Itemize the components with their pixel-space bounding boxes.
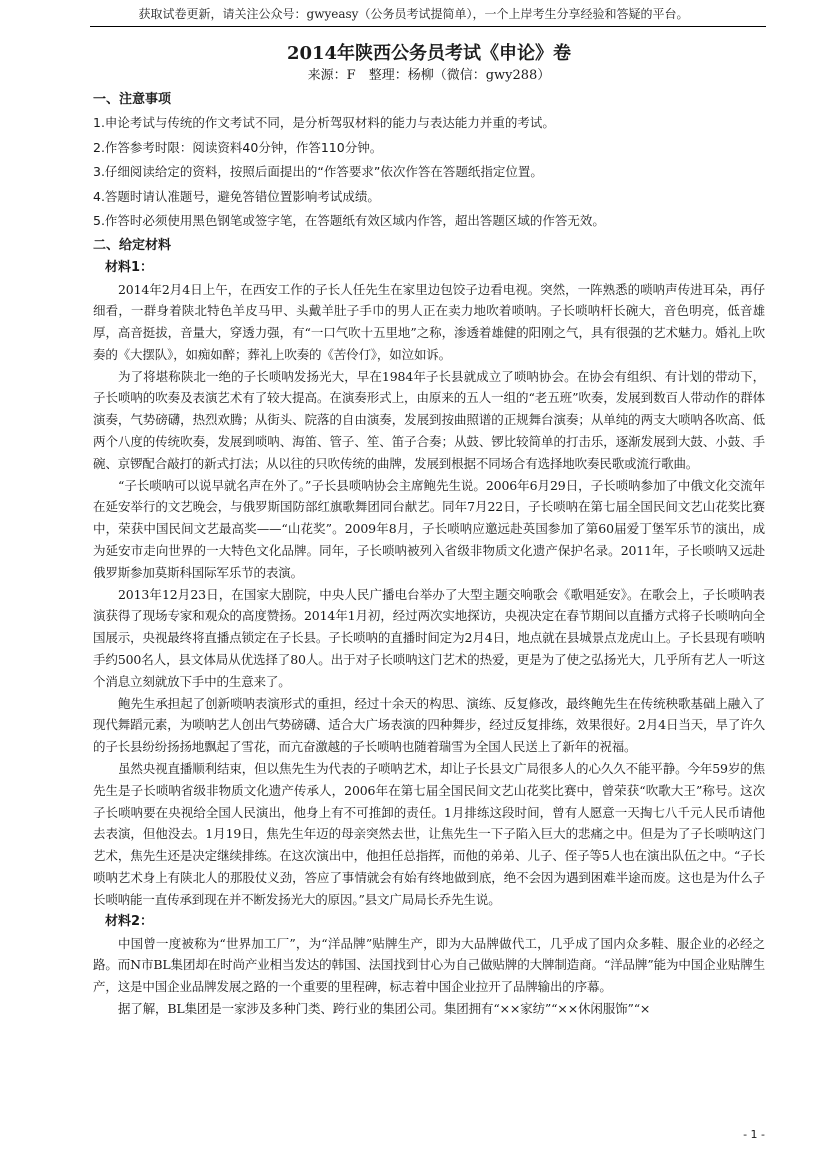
paragraph: 据了解，BL集团是一家涉及多种门类、跨行业的集团公司。集团拥有“××家纺”“××休闲服饰”“× xyxy=(118,1001,651,1016)
section-heading-materials: 二、给定材料 xyxy=(93,237,172,253)
note-item: 5.作答时必须使用黑色钢笔或签字笔，在答题纸有效区域内作答，超出答题区域的作答无效。 xyxy=(93,213,605,228)
note-item: 3.仔细阅读给定的资料，按照后面提出的“作答要求”依次作答在答题纸指定位置。 xyxy=(93,164,543,179)
page-title: 2014年陕西公务员考试《申论》卷 xyxy=(286,43,572,64)
paragraph: 中国曾一度被称为“世界加工厂”，为“洋品牌”贴牌生产，即为大品牌做代工，几乎成了国内众多鞋、服企业的必经之路。而N市BL集团却在时尚产业相当发达的韩国、法国找到甘心为自己做贴牌的大牌制造商。“洋品牌”能为中国企业贴牌生产，这是中国企业品牌发展之路的一个重要的里程碑，标志着中国企业拉开了品牌输出的序幕。 xyxy=(93,935,765,995)
material-2-label: 材料2： xyxy=(105,913,154,929)
note-item: 4.答题时请认准题号，避免答错位置影响考试成绩。 xyxy=(93,188,380,204)
paragraph: 为了将堪称陕北一绝的子长唢呐发扬光大，早在1984年子长县就成立了唢呐协会。在协会有组织、有计划的带动下，子长唢呐的吹奏及表演艺术有了较大提高。在演奏形式上，由原来的五人一组的“老五班”吹奏，发展到数百人带动作的群体演奏，气势磅礴，热烈欢腾；从街头、院落的自由演奏，发展到按曲照谱的正规舞台演奏；从单纯的两支大唢呐各吹高、低两个八度的传统吹奏，发展到唢呐、海笛、管子、笙、笛子合奏；从鼓、锣比较简单的打击乐，逐渐发展到大鼓、小鼓、手碗、京锣配合敲打的新式打法；从以往的只吹传统的曲牌，发展到根据不同场合有选择地吹奏民歌或流行歌曲。 xyxy=(93,368,765,471)
paragraph: 2014年2月4日上午，在西安工作的子长人任先生在家里边包饺子边看电视。突然，一阵熟悉的唢呐声传进耳朵，再仔细看，一群身着陕北特色羊皮马甲、头戴羊肚子手巾的男人正在卖力地吹着唢呐。子长唢呐杆长碗大，音色明亮，低音雄厚，高音挺拔，音量大，穿透力强，有“一口气吹十五里地”之称，渗透着雄健的阳刚之气，具有很强的艺术魅力。婚礼上吹奏的《大摆队》，如痴如醉；葬礼上吹奏的《苦伶仃》，如泣如诉。 xyxy=(93,281,765,362)
page-number: - 1 - xyxy=(743,1128,765,1141)
material-1-label: 材料1： xyxy=(105,259,154,275)
note-item: 2.作答参考时限：阅读资料40分钟，作答110分钟。 xyxy=(93,139,383,155)
document-body xyxy=(93,42,765,1020)
paragraph: 虽然央视直播顺利结束，但以焦先生为代表的子唢呐艺术，却让子长县文广局很多人的心久久不能平静。今年59岁的焦先生是子长唢呐省级非物质文化遗产传承人，2006年在第七届全国民间文艺山花奖比赛中，曾荣获“吹歌大王”称号。这次子长唢呐要在央视给全国人民演出，他身上有不可推卸的责任。1月排练这段时间，曾有人愿意一天掏七八千元人民币请他去表演，但他没去。1月19日，焦先生年迈的母亲突然去世，让焦先生一下子陷入巨大的悲痛之中。但是为了子长唢呐这门艺术，焦先生还是决定继续排练。在这次演出中，他担任总指挥，而他的弟弟、儿子、侄子等5人也在演出队伍之中。“子长唢呐艺术身上有陕北人的那股仗义劲，答应了事情就会有始有终地做到底，绝不会因为遇到困难半途而废。这也是为什么子长唢呐能一直传承到现在并不断发扬光大的原因。”县文广局局长乔先生说。 xyxy=(93,761,765,907)
note-item: 1.申论考试与传统的作文考试不同，是分析驾驭材料的能力与表达能力并重的考试。 xyxy=(93,115,555,130)
source-line: 来源：F 整理：杨柳（微信：gwy288） xyxy=(307,68,551,83)
section-heading-notes: 一、注意事项 xyxy=(93,92,172,107)
paragraph: 鲍先生承担起了创新唢呐表演形式的重担，经过十余天的构思、演练、反复修改，最终鲍先生在传统秧歌基础上融入了现代舞蹈元素，为唢呐艺人创出气势磅礴、适合大广场表演的四种舞步，经过反复排练，效果很好。2月4日当天，旱了许久的子长县纷纷扬扬地飘起了雪花，而亢奋激越的子长唢呐也随着瑞雪为全国人民送上了新年的祝福。 xyxy=(93,695,765,755)
header-divider xyxy=(90,26,766,27)
paragraph: “子长唢呐可以说早就名声在外了。”子长县唢呐协会主席鲍先生说。2006年6月29日，子长唢呐参加了中俄文化交流年在延安举行的文艺晚会，与俄罗斯国防部红旗歌舞团同台献艺。同年7月22日，子长唢呐在第七届全国民间文艺山花奖比赛中，荣获中国民间文艺最高奖——“山花奖”。2009年8月，子长唢呐应邀远赴英国参加了第60届爱丁堡军乐节的演出，成为延安市走向世界的一大特色文化品牌。同年，子长唢呐被列入省级非物质文化遗产保护名录。2011年，子长唢呐又远赴俄罗斯参加莫斯科国际军乐节的表演。 xyxy=(93,477,765,580)
header-note: 获取试卷更新，请关注公众号：gwyeasy（公务员考试提简单），一个上岸考生分享经验和答疑的平台。 xyxy=(138,7,689,21)
paragraph: 2013年12月23日，在国家大剧院，中央人民广播电台举办了大型主题交响歌会《歌唱延安》。在歌会上，子长唢呐表演获得了现场专家和观众的高度赞扬。2014年1月初，经过两次实地探访，央视决定在春节期间以直播方式将子长唢呐向全国展示，央视最终将直播点锁定在子长县。子长唢呐的直播时间定为2月4日，地点就在县城景点龙虎山上。子长县现有唢呐手约500名人，县文体局从优选择了80人。出于对子长唢呐这门艺术的热爱，更是为了使之弘扬光大，几乎所有艺人一听这个消息立刻就放下手中的生意来了。 xyxy=(93,586,765,689)
